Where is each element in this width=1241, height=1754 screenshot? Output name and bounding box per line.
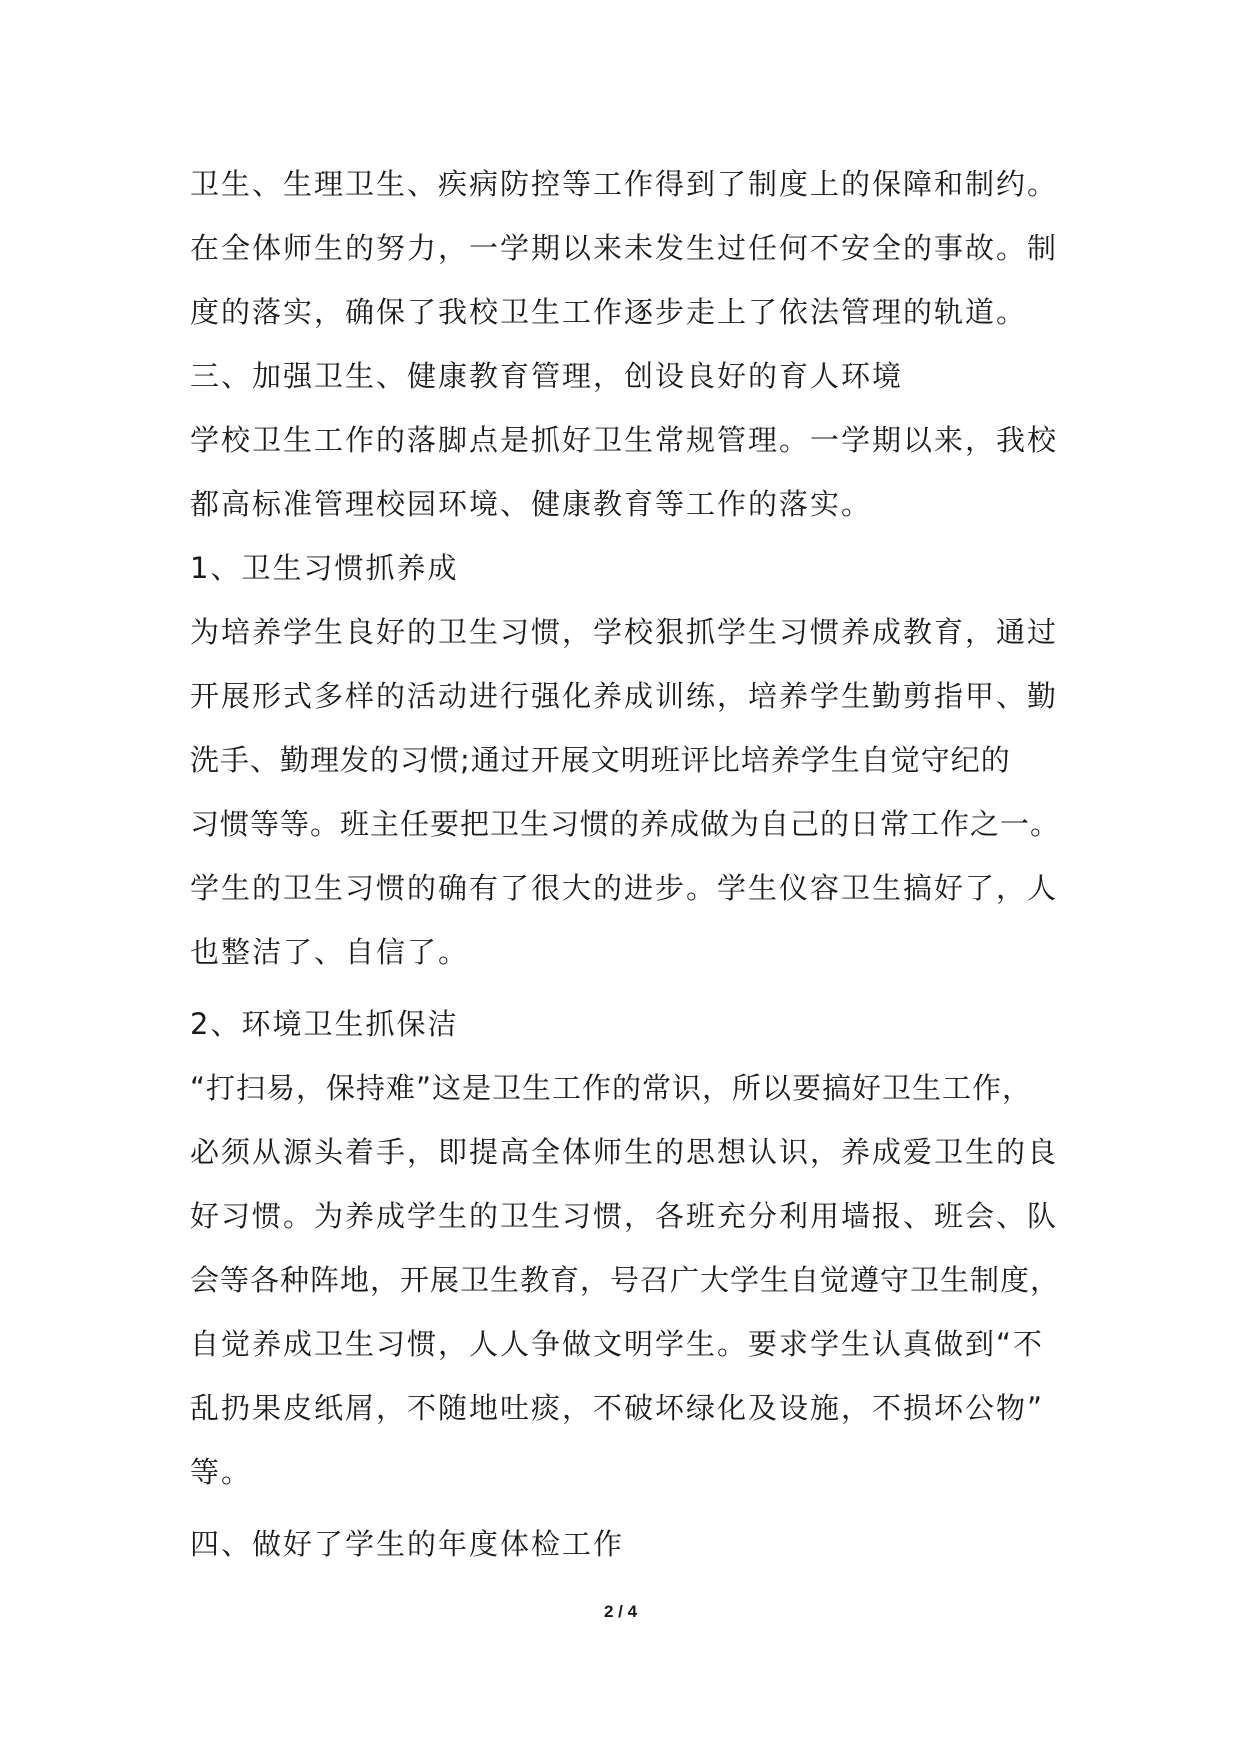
- text-line: 学校卫生工作的落脚点是抓好卫生常规管理。一学期以来，我校: [190, 423, 1059, 457]
- text-line: 会等各种阵地，开展卫生教育，号召广大学生自觉遵守卫生制度，: [190, 1263, 1061, 1297]
- text-line: 开展形式多样的活动进行强化养成训练，培养学生勤剪指甲、勤: [190, 679, 1059, 713]
- text-line: 洗手、勤理发的习惯;通过开展文明班评比培养学生自觉守纪的: [190, 743, 1011, 777]
- text-line: 为培养学生良好的卫生习惯，学校狠抓学生习惯养成教育，通过: [190, 615, 1059, 649]
- text-line: 也整洁了、自信了。: [190, 935, 470, 969]
- text-line: 在全体师生的努力，一学期以来未发生过任何不安全的事故。制: [190, 231, 1059, 265]
- section-heading-3: 三、加强卫生、健康教育管理，创设良好的育人环境: [190, 359, 904, 393]
- text-line: “打扫易，保持难”这是卫生工作的常识，所以要搞好卫生工作，: [190, 1071, 1033, 1105]
- text-line: 度的落实，确保了我校卫生工作逐步走上了依法管理的轨道。: [190, 295, 1028, 329]
- text-line: 等。: [190, 1455, 253, 1489]
- text-line: 学生的卫生习惯的确有了很大的进步。学生仪容卫生搞好了，人: [190, 871, 1059, 905]
- text-line: 习惯等等。班主任要把卫生习惯的养成做为自己的日常工作之一。: [190, 807, 1061, 841]
- body-text: [190, 152, 1070, 1576]
- page-number: 2 / 4: [603, 1602, 638, 1621]
- subheading-hygiene-habits: 1、卫生习惯抓养成: [190, 551, 459, 585]
- text-line: 乱扔果皮纸屑，不随地吐痰，不破坏绿化及设施，不损坏公物”: [190, 1391, 1045, 1425]
- subheading-environment-hygiene: 2、环境卫生抓保洁: [190, 1007, 459, 1041]
- text-line: 卫生、生理卫生、疾病防控等工作得到了制度上的保障和制约。: [190, 167, 1059, 201]
- text-line: 都高标准管理校园环境、健康教育等工作的落实。: [190, 487, 873, 521]
- text-line: 必须从源头着手，即提高全体师生的思想认识，养成爱卫生的良: [190, 1135, 1059, 1169]
- text-line: 好习惯。为养成学生的卫生习惯，各班充分利用墙报、班会、队: [190, 1199, 1059, 1233]
- text-line: 自觉养成卫生习惯，人人争做文明学生。要求学生认真做到“不: [190, 1327, 1045, 1361]
- section-heading-4: 四、做好了学生的年度体检工作: [190, 1527, 625, 1561]
